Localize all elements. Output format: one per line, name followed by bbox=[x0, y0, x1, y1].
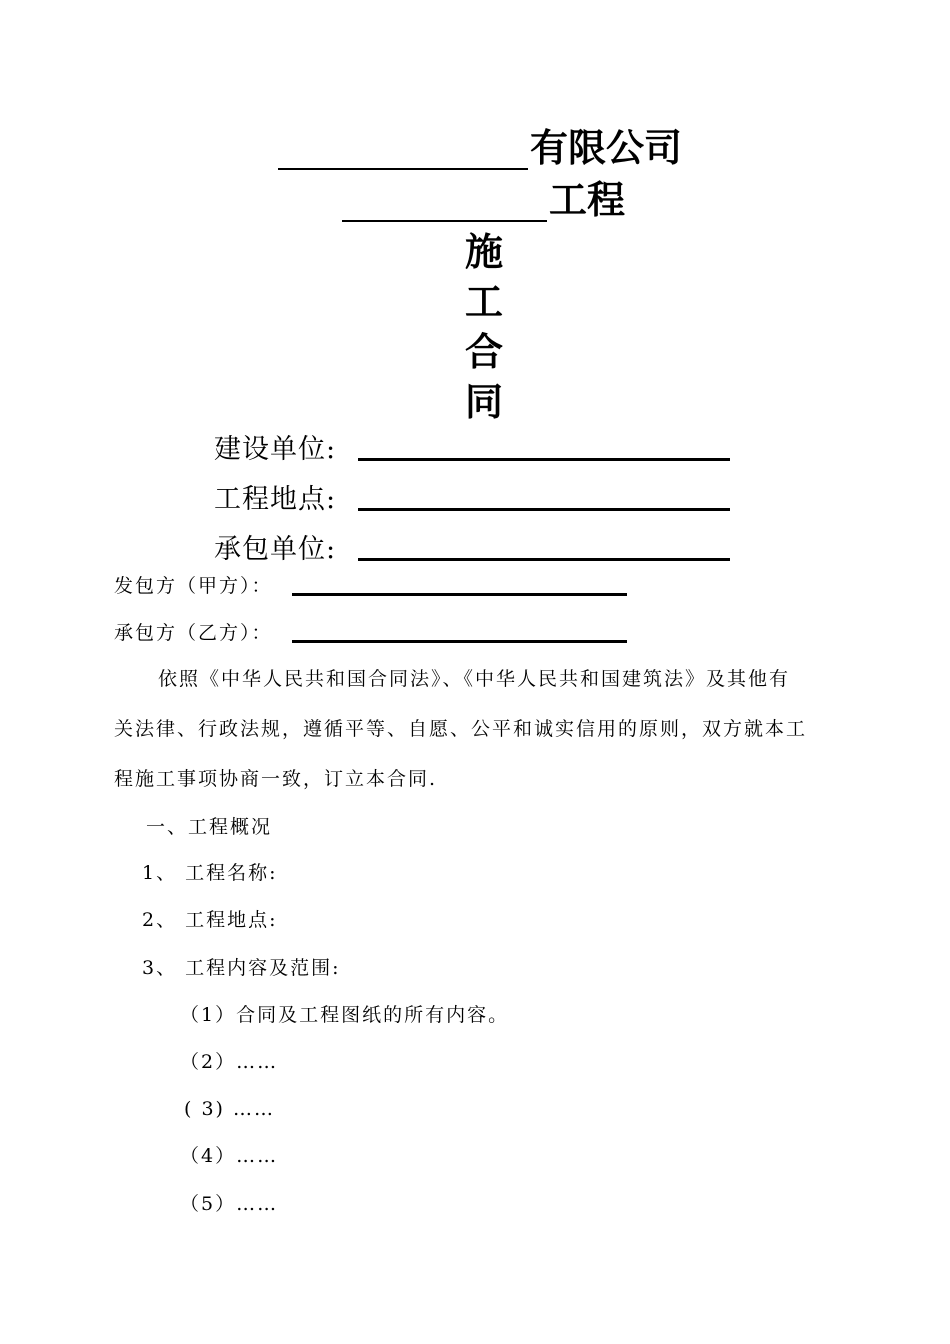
preamble-line: 程施工事项协商一致，订立本合同. bbox=[114, 768, 438, 790]
sub-list-item: （5）…… bbox=[180, 1193, 279, 1215]
construction-unit-label: 建设单位: bbox=[214, 434, 337, 465]
preamble-line: 关法律、行政法规，遵循平等、自愿、公平和诚实信用的原则，双方就本工 bbox=[114, 718, 808, 740]
preamble-line: 依照《中华人民共和国合同法》、《中华人民共和国建筑法》及其他有 bbox=[158, 668, 791, 690]
contractor-unit-label: 承包单位: bbox=[214, 534, 337, 565]
sub-list-item: （2）…… bbox=[180, 1051, 279, 1073]
project-title bbox=[342, 178, 625, 222]
sub-list-item: （1）合同及工程图纸的所有内容。 bbox=[180, 1004, 510, 1026]
project-suffix: 工程 bbox=[549, 178, 626, 222]
sub-list-item: ( 3) …… bbox=[184, 1098, 275, 1120]
contractor-unit-field[interactable] bbox=[358, 558, 730, 561]
project-location-field[interactable] bbox=[358, 508, 730, 511]
document-title-char: 合 bbox=[464, 330, 503, 374]
party-a-label: 发包方（甲方）： bbox=[114, 575, 273, 597]
sub-list-item: （4）…… bbox=[180, 1145, 279, 1167]
section-heading: 一、工程概况 bbox=[146, 816, 273, 838]
list-item: 3、 工程内容及范围: bbox=[142, 957, 341, 979]
document-title-char: 同 bbox=[464, 380, 503, 424]
company-title bbox=[278, 126, 682, 170]
party-b-label: 承包方（乙方）： bbox=[114, 622, 273, 644]
project-location-label: 工程地点: bbox=[214, 484, 337, 515]
document-title-char: 工 bbox=[464, 280, 503, 324]
list-item: 1、 工程名称: bbox=[142, 862, 278, 884]
party-a-field[interactable] bbox=[292, 593, 627, 596]
company-name-blank bbox=[278, 132, 528, 170]
document-title-char: 施 bbox=[464, 230, 503, 274]
party-b-field[interactable] bbox=[292, 640, 627, 643]
project-name-blank bbox=[342, 184, 547, 222]
company-suffix: 有限公司 bbox=[530, 126, 683, 170]
construction-unit-field[interactable] bbox=[358, 458, 730, 461]
list-item: 2、 工程地点: bbox=[142, 909, 278, 931]
